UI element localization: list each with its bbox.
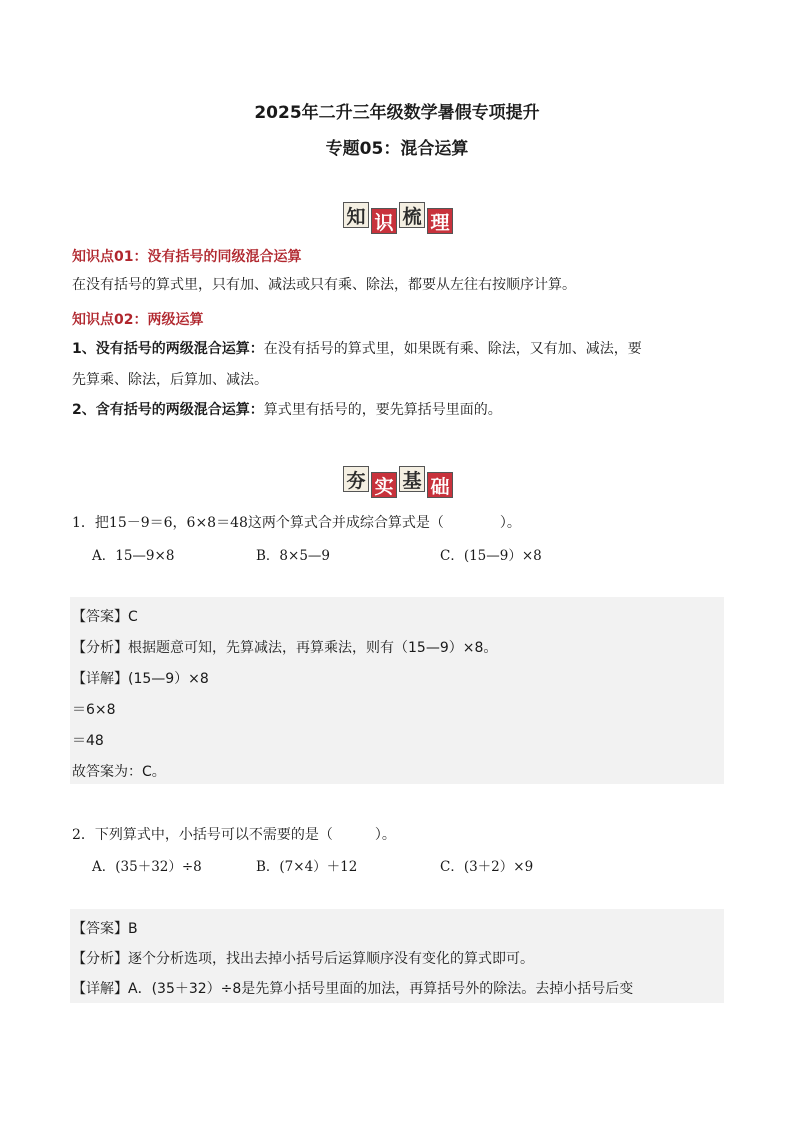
question-1-step: ＝48 bbox=[72, 733, 104, 749]
question-2-option-c: C．(3＋2）×9 bbox=[440, 859, 534, 875]
knowledge-item-2 bbox=[72, 401, 502, 419]
question-1-conclusion: 故答案为：C。 bbox=[72, 764, 166, 780]
knowledge-point-1-title: 知识点01：没有括号的同级混合运算 bbox=[72, 249, 302, 265]
badge-tile: 基 bbox=[399, 466, 425, 492]
section-badge-practice bbox=[343, 466, 455, 500]
badge-tile: 夯 bbox=[343, 466, 369, 492]
question-2-option-b: B．(7×4）＋12 bbox=[256, 859, 358, 875]
knowledge-point-1-text: 在没有括号的算式里，只有加、减法或只有乘、除法，都要从左往右按顺序计算。 bbox=[72, 277, 576, 293]
knowledge-point-2-title: 知识点02：两级运算 bbox=[72, 312, 204, 328]
knowledge-item-2-label: 2、含有括号的两级混合运算： bbox=[72, 402, 264, 418]
page-subtitle: 专题05：混合运算 bbox=[325, 139, 469, 159]
badge-tile: 梳 bbox=[399, 202, 425, 228]
badge-tile: 识 bbox=[371, 208, 397, 234]
section-badge-knowledge bbox=[343, 202, 455, 236]
page-title: 2025年二升三年级数学暑假专项提升 bbox=[254, 103, 540, 123]
question-2-analysis: 【分析】逐个分析选项，找出去掉小括号后运算顺序没有变化的算式即可。 bbox=[72, 951, 534, 967]
question-2-detail: 【详解】A．(35＋32）÷8是先算小括号里面的加法，再算括号外的除法。去掉小括号后变 bbox=[72, 981, 634, 997]
knowledge-item-1-text: 在没有括号的算式里，如果既有乘、除法，又有加、减法，要 bbox=[263, 341, 642, 357]
question-2-stem: 2．下列算式中，小括号可以不需要的是（ ）。 bbox=[72, 827, 396, 843]
knowledge-item-2-text: 算式里有括号的，要先算括号里面的。 bbox=[263, 402, 502, 418]
question-1-detail: 【详解】(15—9）×8 bbox=[72, 671, 209, 687]
question-1-stem: 1．把15－9＝6，6×8＝48这两个算式合并成综合算式是（ ）。 bbox=[72, 515, 521, 531]
answer-box-1 bbox=[70, 597, 724, 784]
badge-tile: 实 bbox=[371, 472, 397, 498]
knowledge-item-1-label: 1、没有括号的两级混合运算： bbox=[72, 341, 264, 357]
question-1-step: ＝6×8 bbox=[72, 702, 116, 718]
knowledge-item-1-cont: 先算乘、除法，后算加、减法。 bbox=[72, 372, 268, 388]
question-1-option-a: A．15—9×8 bbox=[92, 548, 175, 564]
question-1-option-c: C．(15—9）×8 bbox=[440, 548, 542, 564]
badge-tile: 知 bbox=[343, 202, 369, 228]
knowledge-item-1 bbox=[72, 340, 642, 358]
badge-tile: 理 bbox=[427, 208, 453, 234]
question-2-option-a: A．(35＋32）÷8 bbox=[92, 859, 202, 875]
badge-tile: 础 bbox=[427, 472, 453, 498]
question-1-option-b: B．8×5—9 bbox=[256, 548, 330, 564]
question-1-analysis: 【分析】根据题意可知，先算减法，再算乘法，则有（15—9）×8。 bbox=[72, 640, 498, 656]
question-2-answer: 【答案】B bbox=[72, 921, 138, 937]
question-1-answer: 【答案】C bbox=[72, 609, 138, 625]
